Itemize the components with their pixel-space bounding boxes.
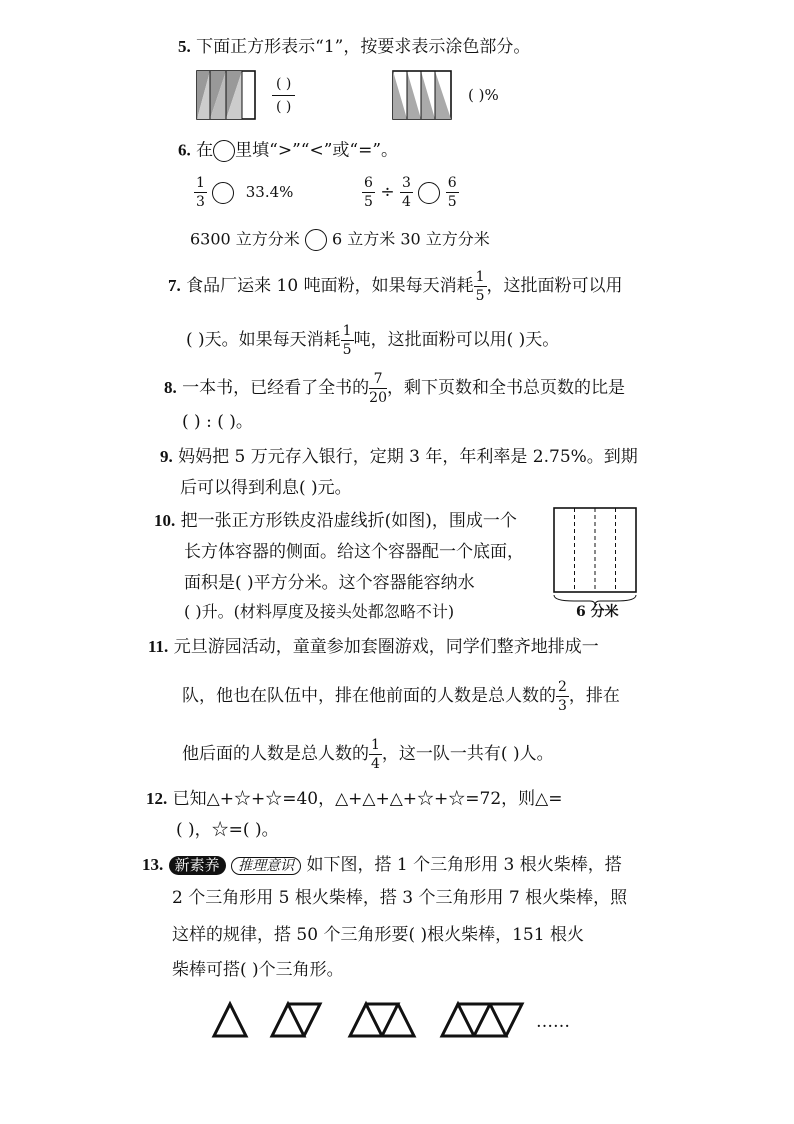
q8-line1 xyxy=(164,372,625,405)
triangle-4a-icon xyxy=(442,1004,474,1036)
q6-text-b: 里填“>”“<”或“=”。 xyxy=(235,140,399,161)
q5-fraction-top: ( ) xyxy=(272,76,295,96)
q9-line2: 后可以得到利息( )元。 xyxy=(180,478,352,498)
q7-number: 7. xyxy=(168,276,181,295)
q6-item-a xyxy=(194,176,293,209)
q10-figure-label: 6 分米 xyxy=(576,604,619,620)
q12-line1 xyxy=(146,790,563,808)
triangle-2a-icon xyxy=(272,1004,304,1036)
q6-c-left: 6300 立方分米 xyxy=(190,229,300,249)
q7-line1-a: 食品厂运来 10 吨面粉，如果每天消耗 xyxy=(186,276,474,296)
q5-line xyxy=(178,38,530,56)
q11-line2-b: ，排在 xyxy=(568,686,620,706)
q10-number: 10. xyxy=(154,511,176,530)
q6-b-frac1: $\frac{6}{5}$ xyxy=(364,175,373,210)
q11-line1 xyxy=(148,638,599,656)
q8-line1-a: 一本书，已经看了全书的 xyxy=(182,378,370,398)
q5-fraction-bottom: ( ) xyxy=(276,99,292,115)
q13-number: 13. xyxy=(142,855,164,874)
q13-line1-text: 如下图，搭 1 个三角形用 3 根火柴棒，搭 xyxy=(306,855,622,875)
q6-c-right: 6 立方米 30 立方分米 xyxy=(332,229,490,249)
q10-line4: ( )升。(材料厚度及接头处都忽略不计) xyxy=(184,602,455,621)
q5-square-b xyxy=(392,70,454,122)
q11-line3-b: ，这一队一共有( )人。 xyxy=(381,744,554,764)
q7-line1-b: ，这批面粉可以用 xyxy=(486,276,623,296)
q7-fraction2: $\frac{1}{5}$ xyxy=(342,323,352,358)
q10-line1-text: 把一张正方形铁皮沿虚线折(如图)，围成一个 xyxy=(180,511,517,531)
q6-c-circle-blank[interactable] xyxy=(305,229,327,251)
q5-fraction-blank[interactable] xyxy=(272,76,295,115)
q9-line1 xyxy=(160,448,638,466)
q6-a-circle-blank[interactable] xyxy=(212,182,234,204)
q11-line3 xyxy=(182,738,554,771)
q10-line1 xyxy=(154,512,517,530)
q11-line1-text: 元旦游园活动，童童参加套圈游戏，同学们整齐地排成一 xyxy=(173,637,599,657)
q10-line3: 面积是( )平方分米。这个容器能容纳水 xyxy=(184,573,475,593)
q8-line1-b: ，剩下页数和全书总页数的比是 xyxy=(386,378,625,398)
q10-folding-figure xyxy=(550,506,640,606)
q5-text: 下面正方形表示“1”，按要求表示涂色部分。 xyxy=(196,37,531,57)
q11-fraction1: $\frac{2}{3}$ xyxy=(558,679,567,714)
q7-line2 xyxy=(186,324,559,357)
q6-b-frac3: $\frac{6}{5}$ xyxy=(447,175,457,210)
q10-line2: 长方体容器的侧面。给这个容器配一个底面， xyxy=(184,542,524,562)
q5-square-a xyxy=(196,70,258,122)
q6-number: 6. xyxy=(178,140,191,160)
q7-line1 xyxy=(168,270,623,303)
triangle-1-icon xyxy=(214,1004,246,1036)
q6-a-right: 33.4% xyxy=(245,183,294,201)
triangle-3a-icon xyxy=(350,1004,382,1036)
q13-line1 xyxy=(142,856,622,875)
q9-line1-text: 妈妈把 5 万元存入银行，定期 3 年，年利率是 2.75%。到期 xyxy=(178,447,638,467)
q12-line1-text: 已知△+☆+☆=40，△+△+△+☆+☆=72，则△= xyxy=(172,789,563,809)
q6-b-op: ÷ xyxy=(380,182,395,202)
q8-fraction: $\frac{7}{20}$ xyxy=(369,371,387,406)
triangle-2b-icon xyxy=(288,1004,320,1036)
q6-b-frac2: $\frac{3}{4}$ xyxy=(401,175,411,210)
q11-fraction2: $\frac{1}{4}$ xyxy=(371,737,380,772)
q7-fraction: $\frac{1}{5}$ xyxy=(475,269,485,304)
q9-number: 9. xyxy=(160,447,173,466)
q5-number: 5. xyxy=(178,37,191,56)
q6-text-a: 在 xyxy=(196,140,214,161)
q8-line2: ( ) : ( )。 xyxy=(182,412,253,432)
q13-badge-reasoning: 推理意识 xyxy=(231,857,301,875)
q13-line4: 柴棒可搭( )个三角形。 xyxy=(172,960,344,980)
q13-line3: 这样的规律，搭 50 个三角形要( )根火柴棒，151 根火 xyxy=(172,925,584,945)
q6-line xyxy=(178,140,398,162)
q13-ellipsis: …… xyxy=(536,1012,570,1032)
q6-circle-icon xyxy=(213,140,235,162)
q7-line2-a: ( )天。如果每天消耗 xyxy=(186,330,341,350)
q5-percent-blank[interactable]: ( )% xyxy=(468,86,499,104)
q11-line2 xyxy=(182,680,620,713)
q13-line2: 2 个三角形用 5 根火柴棒，搭 3 个三角形用 7 根火柴棒，照 xyxy=(172,888,628,908)
q11-line2-a: 队，他也在队伍中，排在他前面的人数是总人数的 xyxy=(182,686,556,706)
q13-matchstick-triangles xyxy=(208,996,538,1044)
q8-number: 8. xyxy=(164,378,177,397)
q6-item-c xyxy=(190,229,490,251)
q11-number: 11. xyxy=(148,637,169,656)
q6-b-circle-blank[interactable] xyxy=(418,182,440,204)
q13-badge: 新素养 xyxy=(169,856,226,875)
q12-line2: ( )，☆=( )。 xyxy=(176,820,279,840)
q11-line3-a: 他后面的人数是总人数的 xyxy=(182,744,369,764)
q6-a-fraction: $\frac{1}{3}$ xyxy=(196,175,205,210)
q6-item-b xyxy=(362,176,459,209)
q12-number: 12. xyxy=(146,789,168,808)
q7-line2-b: 吨，这批面粉可以用( )天。 xyxy=(353,330,560,350)
